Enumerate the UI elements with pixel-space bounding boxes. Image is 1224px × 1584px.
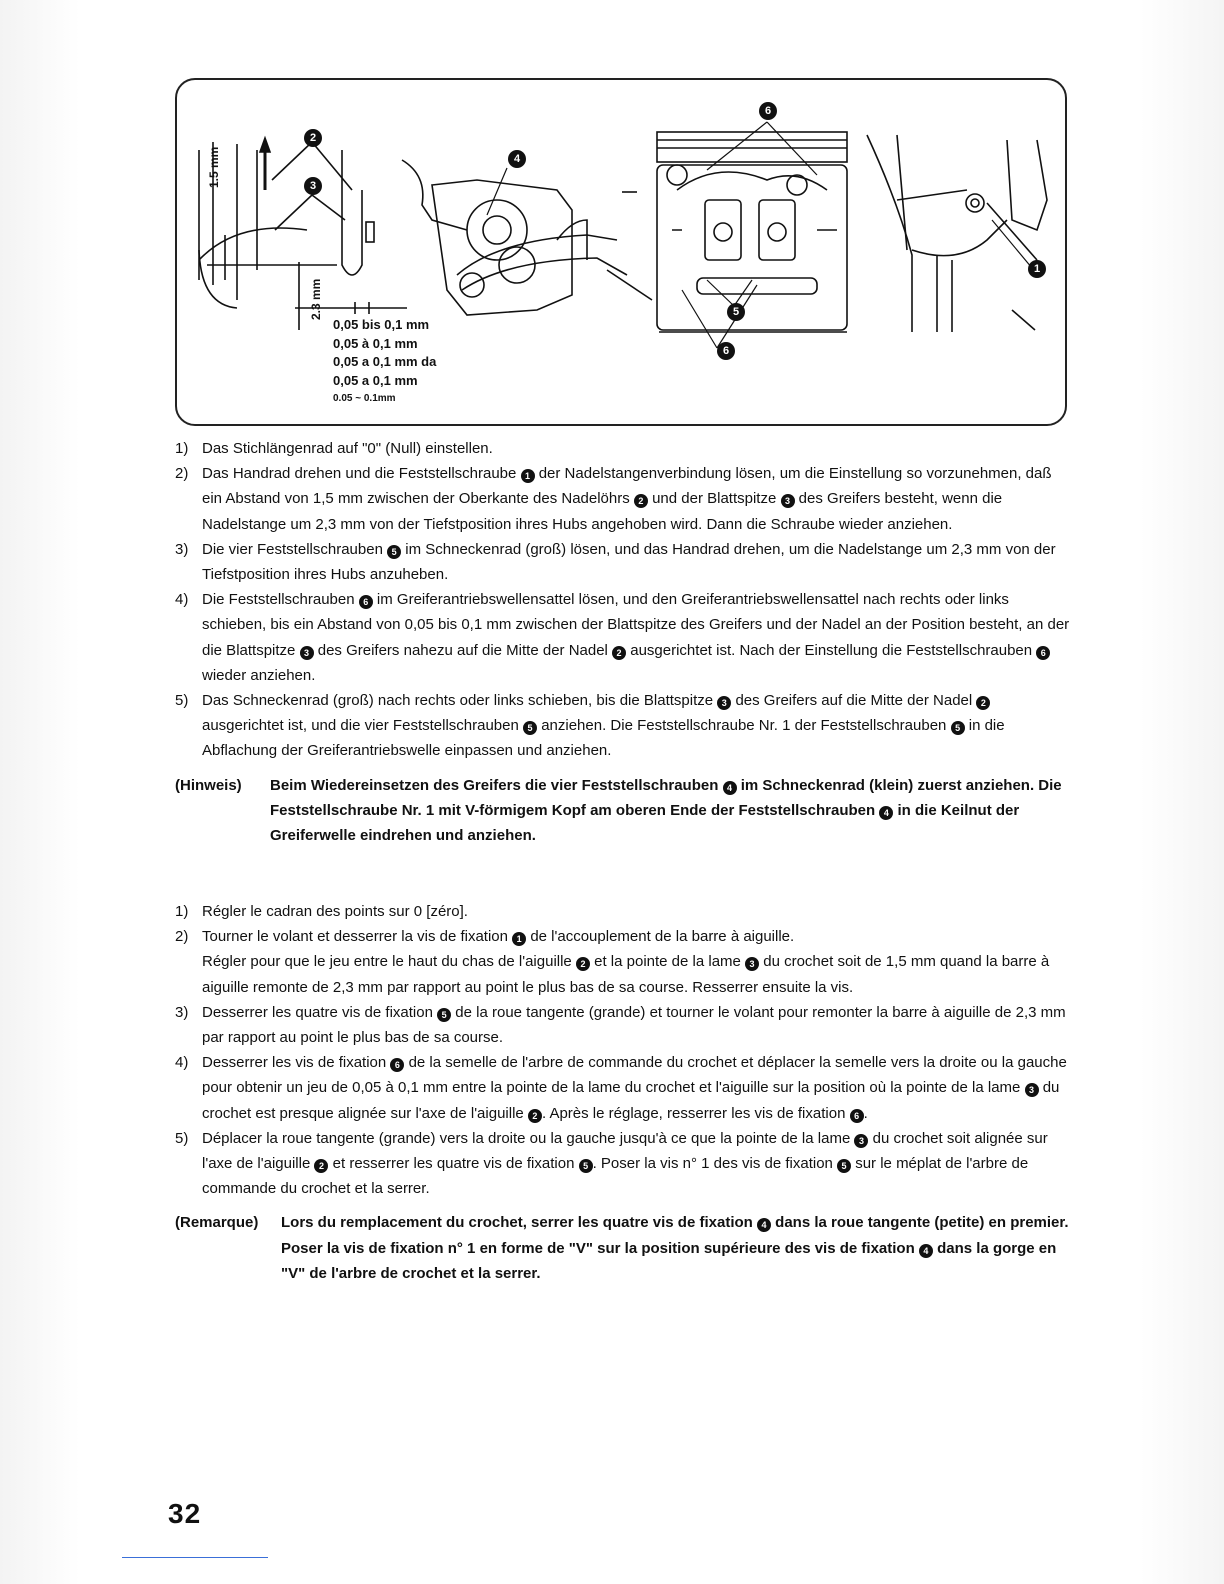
step-text: der Nadelstangenverbindung lösen, um die Einstellung so vorzunehmen, daß ein Abstand von 1,5 mm zwischen der Oberkante des Nadelöhrs <box>202 465 1052 508</box>
marker-6-icon: 6 <box>1036 646 1050 660</box>
callout-2-top: 2 <box>304 129 322 147</box>
callout-1: 1 <box>1028 260 1046 278</box>
step-text: in die Abflachung der Greiferantriebswelle einpassen und anziehen. <box>202 717 1005 760</box>
footer-rule <box>122 1557 268 1558</box>
step-text: du crochet est presque alignée sur l'axe de l'aiguille <box>202 1079 1060 1122</box>
note-text: in die Keilnut der Greiferwelle eindrehen und anziehen. <box>270 801 1020 845</box>
step-text: ausgerichtet ist, und die vier Feststellschrauben <box>202 717 519 735</box>
marker-3-icon: 3 <box>745 957 759 971</box>
step-text: anziehen. Die Feststellschraube Nr. 1 der Feststellschrauben <box>541 717 947 735</box>
step-text: . <box>863 1104 868 1122</box>
step-number: 2) <box>175 465 189 483</box>
callout-6-top: 6 <box>759 102 777 120</box>
tolerance-list <box>333 316 436 409</box>
marker-5-icon: 5 <box>523 721 537 735</box>
dim-2-3mm: 2.3 mm <box>309 278 323 320</box>
de-step-4 <box>175 587 1070 688</box>
marker-3-icon: 3 <box>717 696 731 710</box>
step-text: und der Blattspitze <box>652 490 777 508</box>
note-text: dans la gorge en "V" de l'arbre de crochet et la serrer. <box>281 1239 1057 1282</box>
step-text: des Greifers besteht, wenn die Nadelstange um 2,3 mm von der Tiefstposition ihres Hubs angehoben wird. Dann die Schraube wieder anziehen. <box>202 490 1003 533</box>
french-instructions <box>175 899 1070 1286</box>
tolerance-pt: 0,05 a 0,1 mm da <box>333 354 437 369</box>
callout-3-top: 3 <box>304 177 322 195</box>
marker-4-icon: 4 <box>879 806 893 820</box>
note-tag: (Remarque) <box>175 1214 259 1232</box>
step-text: de l'accouplement de la barre à aiguille. <box>530 928 795 946</box>
note-text: im Schneckenrad (klein) zuerst anziehen. Die Feststellschraube Nr. 1 mit V-förmigem Kopf am oberen Ende der Feststellschrauben <box>270 776 1062 819</box>
marker-4-icon: 4 <box>919 1244 933 1258</box>
de-step-1 <box>175 436 1070 461</box>
tolerance-jp: 0.05 ~ 0.1mm <box>333 393 396 404</box>
step-text: wieder anziehen. <box>202 666 316 684</box>
step-text: Das Handrad drehen und die Feststellschraube <box>202 465 517 483</box>
marker-2-icon: 2 <box>576 957 590 971</box>
illustration-panel <box>175 78 1067 426</box>
de-step-3 <box>175 537 1070 587</box>
step-text: et resserrer les quatre vis de fixation <box>332 1155 575 1173</box>
marker-1-icon: 1 <box>512 932 526 946</box>
step-text: Desserrer les vis de fixation <box>202 1054 387 1072</box>
fr-step-3 <box>175 1000 1070 1050</box>
step-text: . Après le réglage, resserrer les vis de fixation <box>541 1104 846 1122</box>
step-number: 2) <box>175 928 189 946</box>
marker-4-icon: 4 <box>757 1218 771 1232</box>
note-text: Beim Wiedereinsetzen des Greifers die vier Feststellschrauben <box>270 776 719 794</box>
marker-6-icon: 6 <box>359 595 373 609</box>
step-text: ausgerichtet ist. Nach der Einstellung die Feststellschrauben <box>630 641 1033 659</box>
step-text: Desserrer les quatre vis de fixation <box>202 1003 433 1021</box>
step-text: im Greiferantriebswellensattel lösen, und den Greiferantriebswellensattel nach rechts oder links schieben, bis ein Abstand von 0,05 bis 0,1 mm zwischen der Blattspitze des Greifers und der Nadel an der Position besteht, an der die Blattspitze <box>202 591 1070 659</box>
fr-step-5 <box>175 1126 1070 1202</box>
step-text: des Greifers auf die Mitte der Nadel <box>735 692 973 710</box>
callout-6-bottom: 6 <box>717 342 735 360</box>
marker-5-icon: 5 <box>579 1159 593 1173</box>
marker-6-icon: 6 <box>390 1058 404 1072</box>
fr-step-4 <box>175 1050 1070 1126</box>
step-text: Die Feststellschrauben <box>202 591 355 609</box>
step-text: Das Schneckenrad (groß) nach rechts oder links schieben, bis die Blattspitze <box>202 692 714 710</box>
german-instructions <box>175 436 1070 848</box>
de-step-2 <box>175 461 1070 537</box>
step-text: Das Stichlängenrad auf "0" (Null) einstellen. <box>202 440 493 457</box>
marker-6-icon: 6 <box>850 1109 864 1123</box>
step-text: du crochet soit de 1,5 mm quand la barre à aiguille remonte de 2,3 mm par rapport au point le plus bas de sa course. Resserrer ensuite la vis. <box>202 953 1050 996</box>
step-text: im Schneckenrad (groß) lösen, und das Handrad drehen, um die Nadelstange um 2,3 mm von der Tiefstposition ihres Hubs anzuheben. <box>202 540 1056 584</box>
marker-2-icon: 2 <box>976 696 990 710</box>
step-text: sur le méplat de l'arbre de commande du crochet et la serrer. <box>202 1155 1029 1198</box>
marker-5-icon: 5 <box>387 545 401 559</box>
note-text: dans la roue tangente (petite) en premier. Poser la vis de fixation n° 1 en forme de "V" sur la position supérieure des vis de fixation <box>281 1214 1069 1257</box>
step-number: 5) <box>175 1129 189 1147</box>
note-text: Lors du remplacement du crochet, serrer les quatre vis de fixation <box>281 1214 753 1232</box>
marker-5-icon: 5 <box>437 1008 451 1022</box>
tolerance-fr: 0,05 à 0,1 mm <box>333 335 418 351</box>
step-text: de la semelle de l'arbre de commande du crochet et déplacer la semelle vers la droite ou la gauche pour obtenir un jeu de 0,05 à 0,1 mm entre la pointe de la lame du crochet et l'aiguille sur la position où la pointe de la lame <box>202 1054 1067 1097</box>
callout-4-top: 4 <box>508 150 526 168</box>
step-number: 5) <box>175 692 189 710</box>
marker-2-icon: 2 <box>314 1159 328 1173</box>
step-number: 3) <box>175 1003 189 1021</box>
marker-3-icon: 3 <box>300 646 314 660</box>
step-number: 1) <box>175 903 189 920</box>
step-text: Tourner le volant et desserrer la vis de fixation <box>202 928 508 946</box>
step-number: 3) <box>175 540 189 558</box>
step-text: Régler le cadran des points sur 0 [zéro]. <box>202 903 468 920</box>
step-number: 4) <box>175 591 189 609</box>
marker-1-icon: 1 <box>521 469 535 483</box>
step-number: 1) <box>175 440 189 457</box>
marker-2-icon: 2 <box>634 494 648 508</box>
marker-2-icon: 2 <box>528 1109 542 1123</box>
de-note <box>175 773 1070 849</box>
de-step-5 <box>175 688 1070 764</box>
marker-2-icon: 2 <box>612 646 626 660</box>
marker-5-icon: 5 <box>837 1159 851 1173</box>
step-text: de la roue tangente (grande) et tourner le volant pour remonter la barre à aiguille de 2,3 mm par rapport au point le plus bas de sa course. <box>202 1003 1066 1047</box>
step-text: . Poser la vis n° 1 des vis de fixation <box>592 1155 833 1173</box>
marker-4-icon: 4 <box>723 781 737 795</box>
fr-step-2 <box>175 924 1070 1000</box>
marker-5-icon: 5 <box>951 721 965 735</box>
step-text: et la pointe de la lame <box>594 953 741 971</box>
note-tag: (Hinweis) <box>175 776 242 794</box>
fr-note <box>175 1210 1070 1286</box>
page-number: 32 <box>168 1498 202 1529</box>
step-text: Déplacer la roue tangente (grande) vers la droite ou la gauche jusqu'à ce que la pointe de la lame <box>202 1129 851 1147</box>
step-text: des Greifers nahezu auf die Mitte der Nadel <box>317 641 608 659</box>
marker-3-icon: 3 <box>854 1134 868 1148</box>
fr-step-1 <box>175 899 1070 924</box>
step-number: 4) <box>175 1054 189 1072</box>
step-text: du crochet soit alignée sur l'axe de l'aiguille <box>202 1129 1048 1173</box>
dim-1-5mm: 1.5 mm <box>207 146 221 188</box>
callout-5: 5 <box>727 303 745 321</box>
marker-3-icon: 3 <box>781 494 795 508</box>
marker-3-icon: 3 <box>1025 1083 1039 1097</box>
step-text: Régler pour que le jeu entre le haut du chas de l'aiguille <box>202 953 572 971</box>
step-text: Die vier Feststellschrauben <box>202 540 383 558</box>
tolerance-es: 0,05 a 0,1 mm <box>333 372 418 388</box>
tolerance-de: 0,05 bis 0,1 mm <box>333 317 430 332</box>
